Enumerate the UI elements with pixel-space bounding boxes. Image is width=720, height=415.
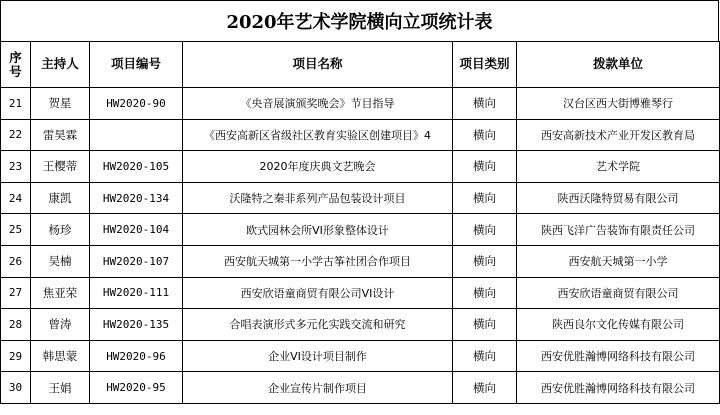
cell-unit[interactable]: 陕西良尔文化传媒有限公司 [517, 309, 720, 341]
table-row [1, 119, 720, 151]
table-row [1, 309, 720, 341]
table-row [1, 214, 720, 246]
cell-host[interactable]: 焦亚荣 [31, 277, 90, 309]
table-row [1, 372, 720, 404]
cell-name[interactable]: 2020年度庆典文艺晚会 [183, 151, 453, 183]
cell-type[interactable]: 横向 [453, 214, 517, 246]
cell-type[interactable]: 横向 [453, 277, 517, 309]
cell-seq[interactable]: 23 [1, 151, 31, 183]
cell-code[interactable]: HW2020-90 [90, 88, 183, 120]
cell-seq[interactable]: 28 [1, 309, 31, 341]
cell-seq[interactable]: 26 [1, 245, 31, 277]
cell-code[interactable] [90, 119, 183, 151]
cell-code[interactable]: HW2020-107 [90, 245, 183, 277]
cell-seq[interactable]: 25 [1, 214, 31, 246]
cell-host[interactable]: 雷昊霖 [31, 119, 90, 151]
cell-type[interactable]: 横向 [453, 151, 517, 183]
table-row [1, 245, 720, 277]
sheet-title: 2020年艺术学院横向立项统计表 [0, 0, 719, 41]
cell-code[interactable]: HW2020-104 [90, 214, 183, 246]
cell-host[interactable]: 韩思蒙 [31, 340, 90, 372]
cell-host[interactable]: 贺星 [31, 88, 90, 120]
table-row [1, 88, 720, 120]
cell-name[interactable]: 西安航天城第一小学古筝社团合作项目 [183, 245, 453, 277]
cell-unit[interactable]: 西安优胜瀚博网络科技有限公司 [517, 340, 720, 372]
cell-code[interactable]: HW2020-95 [90, 372, 183, 404]
cell-name[interactable]: 企业VI设计项目制作 [183, 340, 453, 372]
cell-unit[interactable]: 西安高新技术产业开发区教育局 [517, 119, 720, 151]
cell-type[interactable]: 横向 [453, 245, 517, 277]
cell-unit[interactable]: 陕西飞洋广告装饰有限责任公司 [517, 214, 720, 246]
cell-seq[interactable]: 29 [1, 340, 31, 372]
cell-seq[interactable]: 21 [1, 88, 31, 120]
cell-host[interactable]: 杨珍 [31, 214, 90, 246]
cell-unit[interactable]: 汉台区西大街博雅琴行 [517, 88, 720, 120]
cell-host[interactable]: 王娟 [31, 372, 90, 404]
cell-seq[interactable]: 30 [1, 372, 31, 404]
cell-name[interactable]: 企业宣传片制作项目 [183, 372, 453, 404]
table-row [1, 340, 720, 372]
cell-unit[interactable]: 艺术学院 [517, 151, 720, 183]
cell-code[interactable]: HW2020-135 [90, 309, 183, 341]
cell-code[interactable]: HW2020-134 [90, 182, 183, 214]
table-row [1, 151, 720, 183]
header-seq[interactable]: 序号 [1, 42, 31, 88]
cell-name[interactable]: 沃隆特之秦非系列产品包装设计项目 [183, 182, 453, 214]
cell-unit[interactable]: 西安航天城第一小学 [517, 245, 720, 277]
cell-unit[interactable]: 陕西沃隆特贸易有限公司 [517, 182, 720, 214]
cell-code[interactable]: HW2020-111 [90, 277, 183, 309]
cell-seq[interactable]: 22 [1, 119, 31, 151]
table-row [1, 277, 720, 309]
cell-unit[interactable]: 西安欣语童商贸有限公司 [517, 277, 720, 309]
cell-seq[interactable]: 27 [1, 277, 31, 309]
cell-host[interactable]: 吴楠 [31, 245, 90, 277]
cell-seq[interactable]: 24 [1, 182, 31, 214]
header-row [1, 42, 720, 88]
cell-host[interactable]: 王樱蒂 [31, 151, 90, 183]
header-unit[interactable]: 拨款单位 [517, 42, 720, 88]
cell-type[interactable]: 横向 [453, 182, 517, 214]
cell-unit[interactable]: 西安优胜瀚博网络科技有限公司 [517, 372, 720, 404]
cell-name[interactable]: 《央音展演颁奖晚会》节目指导 [183, 88, 453, 120]
header-name[interactable]: 项目名称 [183, 42, 453, 88]
table-row [1, 182, 720, 214]
cell-name[interactable]: 合唱表演形式多元化实践交流和研究 [183, 309, 453, 341]
header-code[interactable]: 项目编号 [90, 42, 183, 88]
cell-name[interactable]: 《西安高新区省级社区教育实验区创建项目》4 [183, 119, 453, 151]
cell-code[interactable]: HW2020-96 [90, 340, 183, 372]
cell-type[interactable]: 横向 [453, 372, 517, 404]
cell-code[interactable]: HW2020-105 [90, 151, 183, 183]
cell-host[interactable]: 曾涛 [31, 309, 90, 341]
header-host[interactable]: 主持人 [31, 42, 90, 88]
cell-name[interactable]: 西安欣语童商贸有限公司VI设计 [183, 277, 453, 309]
cell-name[interactable]: 欧式园林会所VI形象整体设计 [183, 214, 453, 246]
cell-type[interactable]: 横向 [453, 309, 517, 341]
cell-type[interactable]: 横向 [453, 340, 517, 372]
cell-type[interactable]: 横向 [453, 119, 517, 151]
project-table [0, 41, 720, 404]
cell-type[interactable]: 横向 [453, 88, 517, 120]
cell-host[interactable]: 康凯 [31, 182, 90, 214]
header-type[interactable]: 项目类别 [453, 42, 517, 88]
